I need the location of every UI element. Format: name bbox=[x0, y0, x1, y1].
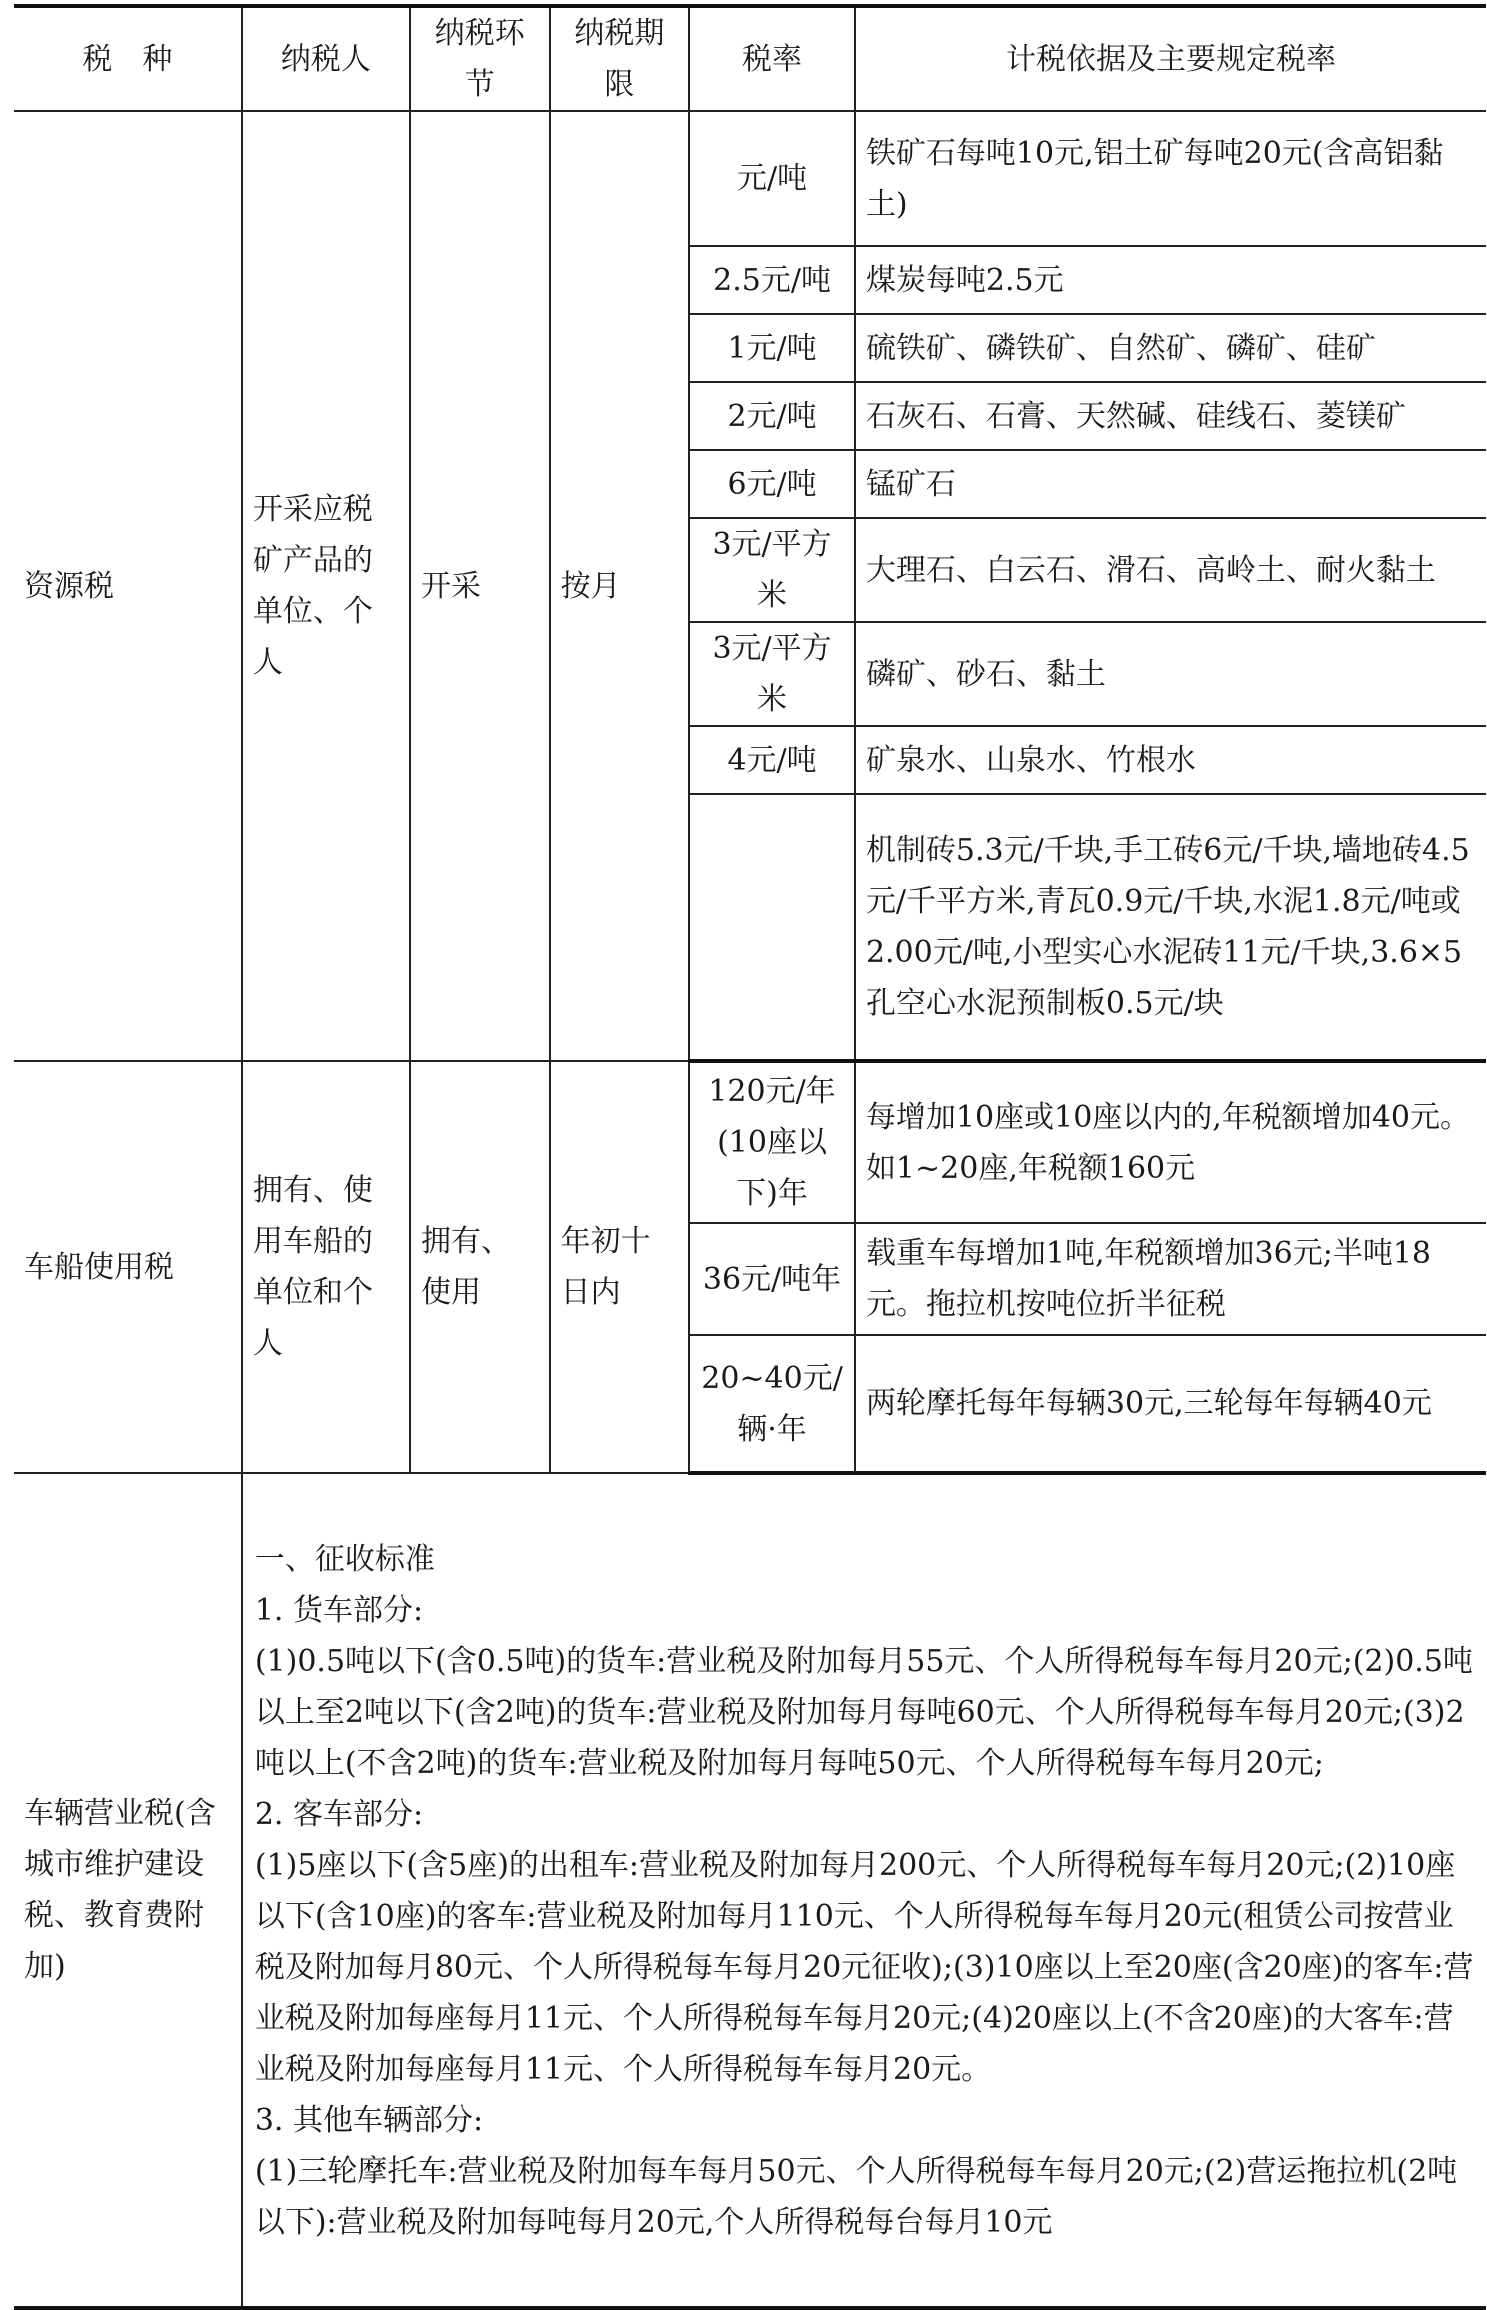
header-period: 纳税期限 bbox=[550, 6, 690, 111]
other-section-title: 3. 其他车辆部分: bbox=[254, 2102, 484, 2138]
resource-tax-stage: 开采 bbox=[410, 111, 550, 1061]
resource-tax-period: 按月 bbox=[550, 111, 690, 1061]
vehicle-tax-stage: 拥有、使用 bbox=[410, 1061, 550, 1473]
basis-cell: 硫铁矿、磷铁矿、自然矿、磷矿、硅矿 bbox=[855, 314, 1486, 382]
basis-cell: 铁矿石每吨10元,铝土矿每吨20元(含高铝黏土) bbox=[855, 111, 1486, 246]
vehicle-tax-taxpayer: 拥有、使用车船的单位和个人 bbox=[242, 1061, 410, 1473]
basis-cell: 机制砖5.3元/千块,手工砖6元/千块,墙地砖4.5元/千平方米,青瓦0.9元/千块,水泥1.8元/吨或2.00元/吨,小型实心水泥砖11元/千块,3.6×5孔空心水泥预制板0.5元/块 bbox=[855, 794, 1486, 1061]
basis-cell: 两轮摩托每年每辆30元,三轮每年每辆40元 bbox=[855, 1335, 1486, 1473]
rate-cell: 4元/吨 bbox=[689, 726, 855, 794]
tax-table bbox=[14, 4, 1486, 2310]
header-tax-type: 税 种 bbox=[14, 6, 242, 111]
bus-section-title: 2. 客车部分: bbox=[254, 1796, 424, 1832]
header-stage: 纳税环节 bbox=[410, 6, 550, 111]
rate-cell: 2元/吨 bbox=[689, 382, 855, 450]
basis-cell: 大理石、白云石、滑石、高岭土、耐火黏土 bbox=[855, 518, 1486, 622]
business-tax-name: 车辆营业税(含城市维护建设税、教育费附加) bbox=[14, 1473, 242, 2308]
rate-cell: 1元/吨 bbox=[689, 314, 855, 382]
vehicle-tax-name: 车船使用税 bbox=[14, 1061, 242, 1473]
header-rate: 税率 bbox=[689, 6, 855, 111]
basis-cell: 矿泉水、山泉水、竹根水 bbox=[855, 726, 1486, 794]
standards-heading: 一、征收标准 bbox=[254, 1541, 435, 1577]
rate-cell: 36元/吨年 bbox=[689, 1223, 855, 1335]
table-row bbox=[14, 111, 1486, 246]
resource-tax-taxpayer: 开采应税矿产品的单位、个人 bbox=[242, 111, 410, 1061]
resource-tax-name: 资源税 bbox=[14, 111, 242, 1061]
basis-cell: 载重车每增加1吨,年税额增加36元;半吨18元。拖拉机按吨位折半征税 bbox=[855, 1223, 1486, 1335]
basis-cell: 每增加10座或10座以内的,年税额增加40元。如1~20座,年税额160元 bbox=[855, 1061, 1486, 1223]
rate-cell bbox=[689, 794, 855, 1061]
rate-cell: 元/吨 bbox=[689, 111, 855, 246]
business-tax-standards bbox=[242, 1473, 1486, 2308]
rate-cell: 3元/平方米 bbox=[689, 518, 855, 622]
header-taxpayer: 纳税人 bbox=[242, 6, 410, 111]
truck-section-text: (1)0.5吨以下(含0.5吨)的货车:营业税及附加每月55元、个人所得税每车每月20元;(2)0.5吨以上至2吨以下(含2吨)的货车:营业税及附加每月每吨60元、个人所得税每车每月20元;(3)2吨以上(不含2吨)的货车:营业税及附加每月每吨50元、个人所得税每车每月20元; bbox=[254, 1643, 1473, 1781]
rate-cell: 120元/年(10座以下)年 bbox=[689, 1061, 855, 1223]
basis-cell: 煤炭每吨2.5元 bbox=[855, 246, 1486, 314]
basis-cell: 磷矿、砂石、黏土 bbox=[855, 622, 1486, 726]
basis-cell: 石灰石、石膏、天然碱、硅线石、菱镁矿 bbox=[855, 382, 1486, 450]
bus-section-text: (1)5座以下(含5座)的出租车:营业税及附加每月200元、个人所得税每车每月20元;(2)10座以下(含10座)的客车:营业税及附加每月110元、个人所得税每车每月20元(租赁公司按营业税及附加每月80元、个人所得税每车每月20元征收);(3)10座以上至20座(含20座)的客车:营业税及附加每座每月11元、个人所得税每车每月20元;(4)20座以上(不含20座)的大客车:营业税及附加每座每月11元、个人所得税每车每月20元。 bbox=[254, 1847, 1474, 2087]
truck-section-title: 1. 货车部分: bbox=[254, 1592, 424, 1628]
header-basis: 计税依据及主要规定税率 bbox=[855, 6, 1486, 111]
table-row bbox=[14, 1061, 1486, 1223]
rate-cell: 6元/吨 bbox=[689, 450, 855, 518]
table-row bbox=[14, 1473, 1486, 2308]
rate-cell: 3元/平方米 bbox=[689, 622, 855, 726]
vehicle-tax-period: 年初十日内 bbox=[550, 1061, 690, 1473]
rate-cell: 2.5元/吨 bbox=[689, 246, 855, 314]
header-row bbox=[14, 6, 1486, 111]
other-section-text: (1)三轮摩托车:营业税及附加每车每月50元、个人所得税每车每月20元;(2)营运拖拉机(2吨以下):营业税及附加每吨每月20元,个人所得税每台每月10元 bbox=[254, 2153, 1458, 2240]
rate-cell: 20~40元/辆·年 bbox=[689, 1335, 855, 1473]
basis-cell: 锰矿石 bbox=[855, 450, 1486, 518]
